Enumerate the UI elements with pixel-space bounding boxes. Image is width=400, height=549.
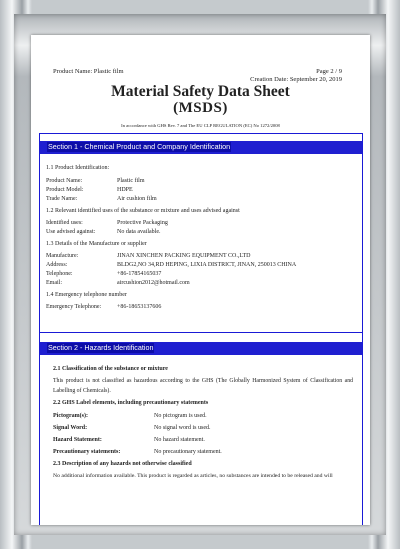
s21-heading: 2.1 Classification of the substance or mixture bbox=[53, 366, 168, 372]
trade-name-label: Trade Name: bbox=[46, 196, 78, 202]
email-label: Email: bbox=[46, 280, 62, 286]
header-meta bbox=[250, 68, 342, 84]
product-model-label: Product Model: bbox=[46, 187, 84, 193]
header-product: Product Name: Plastic film bbox=[53, 68, 124, 75]
s21-text: This product is not classified as hazardous according to the GHS (The Globally Harmonized System of Classification and Labelling of Chemicals). bbox=[53, 378, 353, 394]
s14-heading: 1.4 Emergency telephone number bbox=[46, 292, 127, 298]
s11-heading: 1.1 Product Identification: bbox=[46, 165, 110, 171]
product-name-value: Plastic film bbox=[117, 178, 145, 184]
trade-name-value: Air cushion film bbox=[117, 196, 157, 202]
document-subtitle: (MSDS) bbox=[173, 100, 228, 116]
identified-uses-value: Protective Packaging bbox=[117, 220, 168, 226]
section-1-heading: Section 1 - Chemical Product and Company Identification bbox=[48, 142, 231, 151]
telephone-value: +86-17854165037 bbox=[117, 271, 162, 277]
address-value: BLDG2,NO 34,RD HEPING, LIXIA DISTRICT, JINAN, 250013 CHINA bbox=[117, 262, 297, 268]
section-1 bbox=[39, 133, 363, 351]
page-number: Page 2 / 9 bbox=[316, 68, 342, 75]
s23-heading: 2.3 Description of any hazards not otherwise classified bbox=[53, 461, 192, 467]
manufacture-label: Manufacture: bbox=[46, 253, 79, 259]
email-value: aircushion2012@hotmail.com bbox=[117, 280, 190, 286]
hazard-value: No hazard statement. bbox=[154, 437, 205, 443]
pictogram-value: No pictogram is used. bbox=[154, 413, 207, 419]
creation-date: Creation Date: September 20, 2019 bbox=[250, 76, 342, 83]
address-label: Address: bbox=[46, 262, 68, 268]
pictogram-label: Pictogram(s): bbox=[53, 413, 88, 419]
accordance-note: In accordance with GHS Rev. 7 and The EU CLP REGULATION (EC) No 1272/2008 bbox=[121, 123, 280, 128]
use-advised-label: Use advised against: bbox=[46, 229, 96, 235]
s23-text: No additional information available. This product is regarded as articles, no substances are intended to be released and will bbox=[53, 473, 333, 479]
hazard-label: Hazard Statement: bbox=[53, 437, 102, 443]
product-model-value: HDPE bbox=[117, 187, 133, 193]
emergency-label: Emergency Telephone: bbox=[46, 304, 102, 310]
section-2-heading: Section 2 - Hazards Identification bbox=[48, 343, 154, 352]
emergency-value: +86-18653137606 bbox=[117, 304, 162, 310]
s12-heading: 1.2 Relevant identified uses of the substance or mixture and uses advised against bbox=[46, 208, 240, 214]
s13-heading: 1.3 Details of the Manufacture or supplier bbox=[46, 241, 147, 247]
precaution-label: Precautionary statements: bbox=[53, 449, 121, 455]
s22-heading: 2.2 GHS Label elements, including precautionary statements bbox=[53, 400, 209, 406]
use-advised-value: No data available. bbox=[117, 229, 161, 235]
section-2 bbox=[39, 332, 363, 525]
identified-uses-label: Identified uses: bbox=[46, 220, 83, 226]
document-title: Material Safety Data Sheet bbox=[111, 83, 290, 100]
document-page bbox=[31, 35, 370, 525]
telephone-label: Telephone: bbox=[46, 271, 73, 277]
signal-value: No signal word is used. bbox=[154, 425, 211, 431]
manufacture-value: JINAN XINCHEN PACKING EQUIPMENT CO.,LTD bbox=[117, 253, 251, 259]
precaution-value: No precautionary statement. bbox=[154, 449, 222, 455]
signal-label: Signal Word: bbox=[53, 425, 88, 431]
product-name-label: Product Name: bbox=[46, 178, 83, 184]
